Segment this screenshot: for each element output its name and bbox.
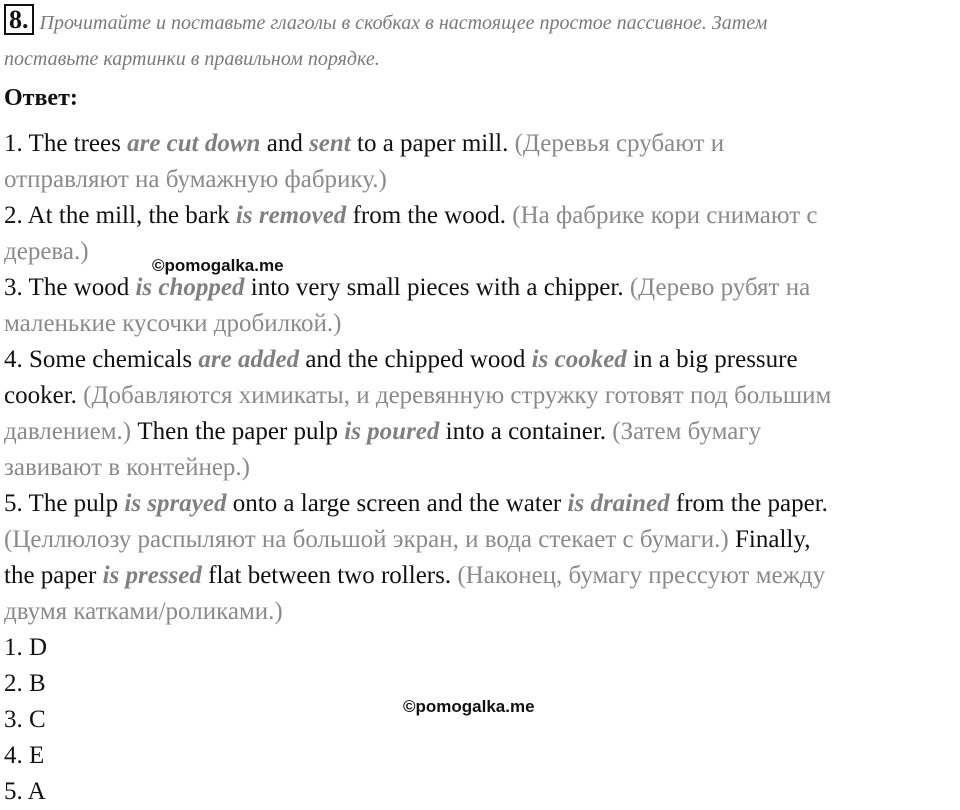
sentence-text: the paper bbox=[4, 562, 103, 589]
order-item: 3. C bbox=[4, 706, 46, 733]
sentence-text: Finally, bbox=[728, 526, 811, 553]
translation-text: (Затем бумагу bbox=[612, 418, 762, 445]
task-instruction-line2: поставьте картинки в правильном порядке. bbox=[4, 48, 380, 70]
answer-line bbox=[4, 450, 956, 486]
passive-verb: is sprayed bbox=[124, 490, 227, 517]
passive-verb: is chopped bbox=[135, 274, 245, 301]
sentence-text: flat between two rollers. bbox=[201, 562, 458, 589]
answer-line bbox=[4, 126, 956, 162]
task-number: 8. bbox=[4, 4, 34, 35]
translation-text: маленькие кусочки дробилкой.) bbox=[4, 310, 342, 337]
answer-line bbox=[4, 486, 956, 522]
task-header bbox=[4, 4, 954, 77]
sentence-text: into a container. bbox=[439, 418, 613, 445]
watermark: ©pomogalka.me bbox=[152, 256, 284, 275]
answer-line bbox=[4, 594, 956, 630]
answer-line bbox=[4, 414, 956, 450]
answer-line bbox=[4, 234, 956, 270]
order-item: 4. E bbox=[4, 742, 45, 769]
watermark: ©pomogalka.me bbox=[403, 697, 535, 716]
translation-text: (Деревья срубают и bbox=[514, 130, 725, 157]
answer-line bbox=[4, 306, 956, 342]
answer-line bbox=[4, 378, 956, 414]
answer-line bbox=[4, 522, 956, 558]
sentence-text: cooker. bbox=[4, 382, 84, 409]
translation-text: (Добавляются химикаты, и деревянную стружку готовят под большим bbox=[83, 382, 832, 409]
sentence-text: 3. The wood bbox=[4, 274, 136, 301]
translation-text: (Целлюлозу распыляют на большой экран, и вода стекает с бумаги.) bbox=[4, 526, 729, 553]
passive-verb: is poured bbox=[344, 418, 440, 445]
sentence-text: from the paper. bbox=[669, 490, 828, 517]
passive-verb: are added bbox=[198, 346, 300, 373]
passive-verb: sent bbox=[309, 130, 351, 157]
order-item: 2. B bbox=[4, 670, 46, 697]
answer-line bbox=[4, 270, 956, 306]
sentence-text: and the chipped wood bbox=[299, 346, 532, 373]
answer-line bbox=[4, 198, 956, 234]
answer-line bbox=[4, 342, 956, 378]
passive-verb: are cut down bbox=[127, 130, 261, 157]
translation-text: завивают в контейнер.) bbox=[4, 454, 251, 481]
translation-text: (На фабрике кори снимают с bbox=[512, 202, 818, 229]
passive-verb: is cooked bbox=[531, 346, 627, 373]
sentence-text: onto a large screen and the water bbox=[226, 490, 568, 517]
passive-verb: is removed bbox=[235, 202, 347, 229]
sentence-text: into very small pieces with a chipper. bbox=[244, 274, 630, 301]
task-instruction-line1: Прочитайте и поставьте глаголы в скобках в настоящее простое пассивное. Затем bbox=[39, 12, 768, 34]
answer-line bbox=[4, 558, 956, 594]
passive-verb: is pressed bbox=[102, 562, 202, 589]
translation-text: двумя катками/роликами.) bbox=[4, 598, 283, 625]
translation-text: отправляют на бумажную фабрику.) bbox=[4, 166, 387, 193]
sentence-text: 1. The trees bbox=[4, 130, 128, 157]
sentence-text: Then the paper pulp bbox=[131, 418, 345, 445]
passive-verb: is drained bbox=[567, 490, 670, 517]
sentence-text: 5. The pulp bbox=[4, 490, 125, 517]
sentence-text: 2. At the mill, the bark bbox=[4, 202, 236, 229]
translation-text: (Наконец, бумагу прессуют между bbox=[457, 562, 826, 589]
sentence-text: 4. Some chemicals bbox=[4, 346, 199, 373]
translation-text: дерева.) bbox=[4, 238, 89, 265]
order-item: 1. D bbox=[4, 634, 48, 661]
answer-line bbox=[4, 162, 956, 198]
answer-title: Ответ: bbox=[4, 85, 78, 111]
sentence-text: in a big pressure bbox=[626, 346, 798, 373]
sentence-text: from the wood. bbox=[346, 202, 513, 229]
translation-text: давлением.) bbox=[4, 418, 132, 445]
order-item: 5. A bbox=[4, 778, 46, 805]
sentence-text: and bbox=[260, 130, 310, 157]
translation-text: (Дерево рубят на bbox=[629, 274, 811, 301]
sentence-text: to a paper mill. bbox=[350, 130, 515, 157]
